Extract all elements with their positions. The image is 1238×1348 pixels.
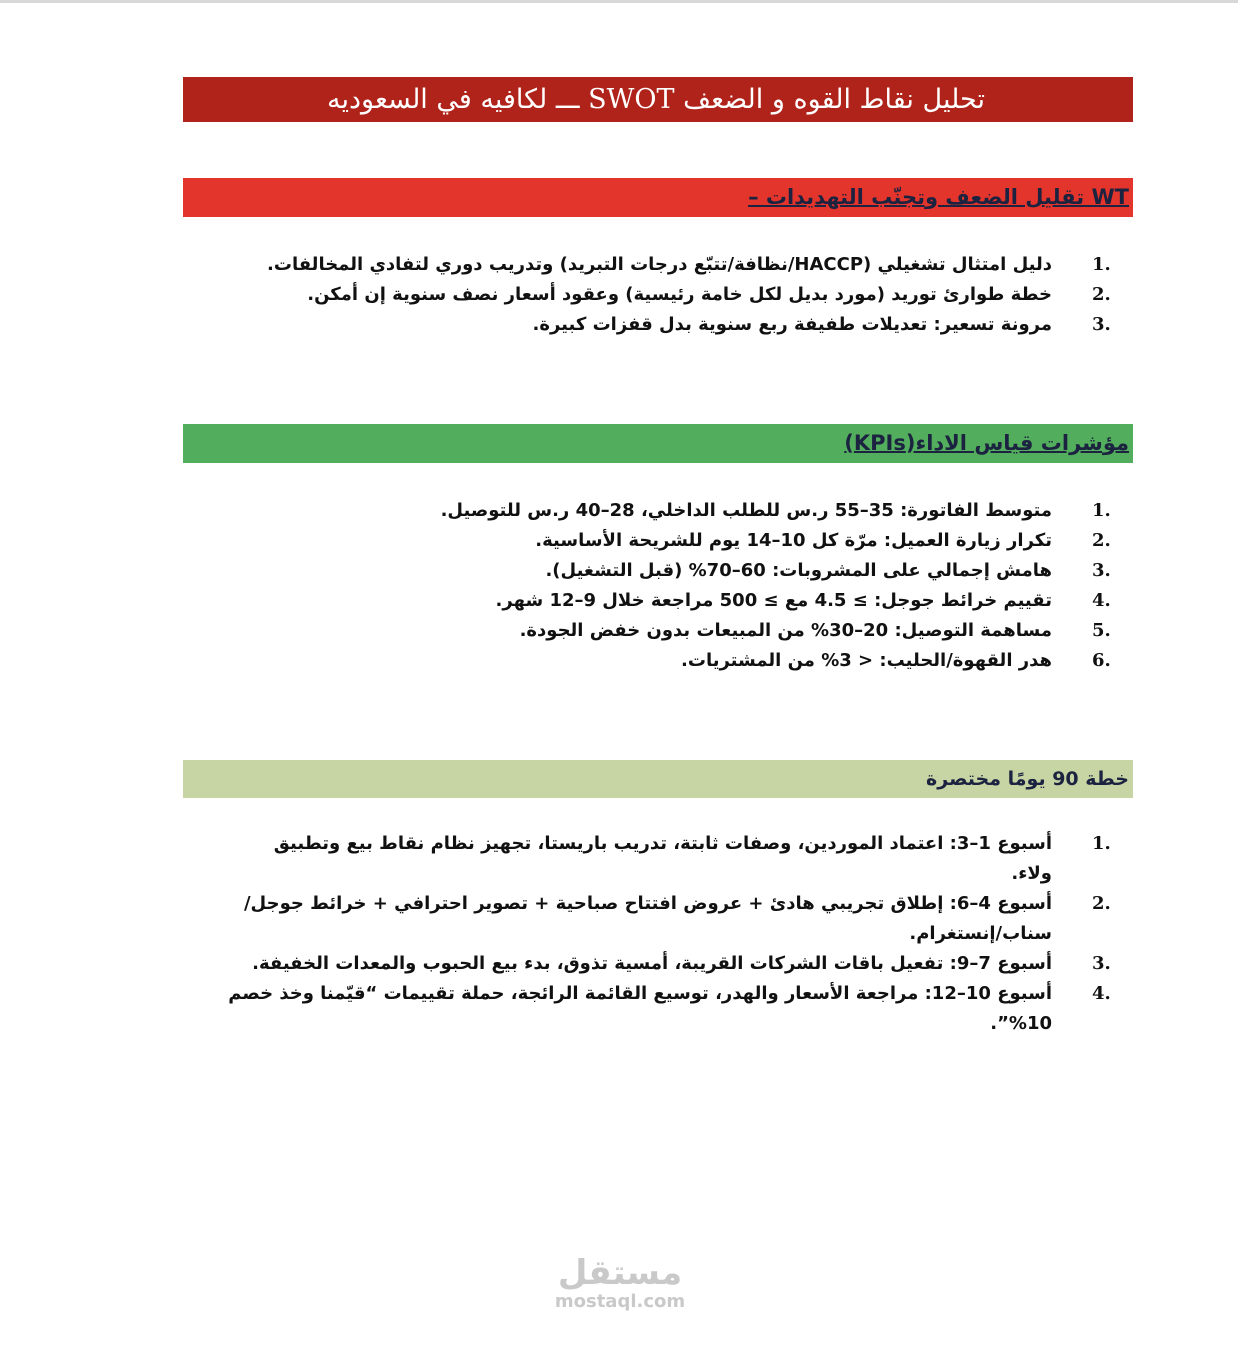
- item-number: 1.: [1092, 500, 1111, 521]
- item-text: مساهمة التوصيل: 20–30% من المبيعات بدون خفض الجودة.: [519, 620, 1052, 641]
- item-text: متوسط الفاتورة: 35–55 ر.س للطلب الداخلي، 28–40 ر.س للتوصيل.: [440, 500, 1052, 521]
- item-text: هامش إجمالي على المشروبات: 60–70% (قبل التشغيل).: [545, 560, 1052, 581]
- watermark-latin: mostaql.com: [554, 1291, 686, 1312]
- list-item: [228, 949, 1111, 979]
- list-item: [228, 979, 1111, 1039]
- list-item: [228, 250, 1111, 280]
- section-heading-kpi: مؤشرات قياس الاداء(KPIs): [844, 431, 1129, 455]
- item-number: 6.: [1092, 650, 1111, 671]
- list-item: [228, 526, 1111, 556]
- section-header-plan: [183, 760, 1133, 798]
- item-text: تكرار زيارة العميل: مرّة كل 10–14 يوم للشريحة الأساسية.: [535, 530, 1052, 551]
- item-number: 3.: [1092, 953, 1111, 974]
- item-number: 4.: [1092, 590, 1111, 611]
- list-item: [228, 310, 1111, 340]
- list-item: [228, 829, 1111, 889]
- list-item: [228, 586, 1111, 616]
- item-number: 3.: [1092, 560, 1111, 581]
- section-heading-wt: WT تقليل الضعف وتجنّب التهديدات –: [748, 185, 1129, 209]
- item-text: تقييم خرائط جوجل: ≥ 4.5 مع ≥ 500 مراجعة خلال 9–12 شهر.: [495, 590, 1052, 611]
- item-text: دليل امتثال تشغيلي (HACCP/نظافة/تتبّع درجات التبريد) وتدريب دوري لتفادي المخالفات.: [267, 254, 1052, 275]
- document-title-text: تحليل نقاط القوه و الضعف SWOT ـــ لكافيه في السعوديه: [327, 84, 985, 115]
- list-item: [228, 646, 1111, 676]
- section-header-kpi: [183, 424, 1133, 463]
- item-text: أسبوع 4–6: إطلاق تجريبي هادئ + عروض افتتاح صباحية + تصوير احترافي + خرائط جوجل/سناب/إنستغرام.: [243, 893, 1052, 944]
- list-item: [228, 280, 1111, 310]
- section-header-wt: [183, 178, 1133, 217]
- section-heading-plan: خطة 90 يومًا مختصرة: [926, 768, 1129, 790]
- item-text: أسبوع 10–12: مراجعة الأسعار والهدر، توسيع القائمة الرائجة، حملة تقييمات “قيّمنا وخذ خصم 10%”.: [228, 983, 1052, 1034]
- item-number: 4.: [1092, 983, 1111, 1004]
- watermark-arabic: مستقل: [557, 1253, 683, 1293]
- item-text: أسبوع 1–3: اعتماد الموردين، وصفات ثابتة، تدريب باريستا، تجهيز نظام نقاط بيع وتطبيق ولاء.: [273, 833, 1052, 884]
- document-title: [183, 77, 1133, 122]
- item-text: مرونة تسعير: تعديلات طفيفة ربع سنوية بدل قفزات كبيرة.: [532, 314, 1052, 335]
- list-item: [228, 556, 1111, 586]
- list-item: [228, 616, 1111, 646]
- mostaql-watermark: [540, 1255, 700, 1313]
- wt-list: [228, 250, 1111, 340]
- list-item: [228, 889, 1111, 949]
- item-number: 2.: [1092, 893, 1111, 914]
- item-text: أسبوع 7–9: تفعيل باقات الشركات القريبة، أمسية تذوق، بدء بيع الحبوب والمعدات الخفيفة.: [252, 953, 1052, 974]
- kpi-list: [228, 496, 1111, 676]
- plan-list: [228, 829, 1111, 1039]
- item-text: خطة طوارئ توريد (مورد بديل لكل خامة رئيسية) وعقود أسعار نصف سنوية إن أمكن.: [307, 284, 1052, 305]
- item-number: 5.: [1092, 620, 1111, 641]
- item-text: هدر القهوة/الحليب: < 3% من المشتريات.: [681, 650, 1052, 671]
- item-number: 1.: [1092, 254, 1111, 275]
- item-number: 1.: [1092, 833, 1111, 854]
- item-number: 3.: [1092, 314, 1111, 335]
- item-number: 2.: [1092, 530, 1111, 551]
- item-number: 2.: [1092, 284, 1111, 305]
- list-item: [228, 496, 1111, 526]
- page-top-border: [0, 0, 1238, 3]
